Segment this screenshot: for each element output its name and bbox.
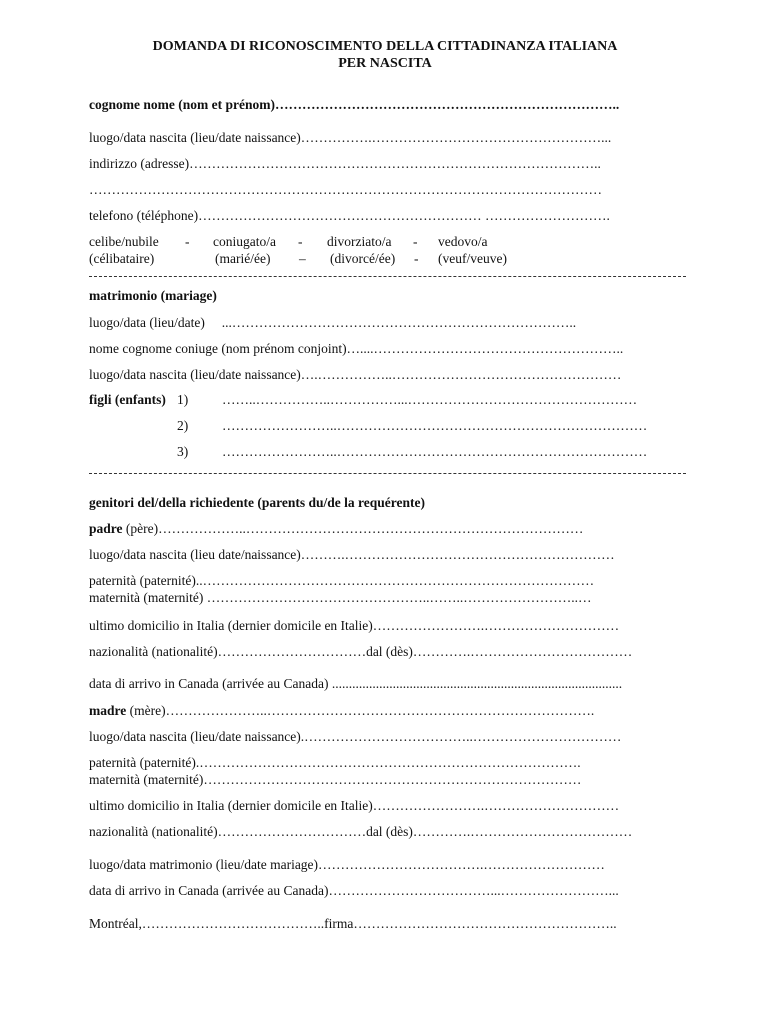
status-separator: -	[414, 251, 419, 266]
section-divider	[89, 473, 686, 474]
father-paternity-field[interactable]: paternità (paternité)..……………………………………………………………………………	[89, 573, 595, 588]
mother-paternity-field[interactable]: paternità (paternité).………………………………………………………………………….	[89, 755, 581, 770]
mother-label: madre	[89, 703, 127, 718]
mother-arrival-field[interactable]: data di arrivo in Canada (arrivée au Canada)………………………………...……………………...	[89, 883, 619, 898]
father-name-line: (père)………………..…………………………………………………………………	[122, 521, 584, 536]
applicant-address-line-2[interactable]: ……………………………………………………………………………………………………	[89, 182, 602, 197]
status-separator: –	[299, 251, 306, 266]
status-coniugato-option[interactable]: coniugato/a	[213, 234, 276, 249]
child-number: 1)	[177, 392, 189, 407]
mother-nationality-field[interactable]: nazionalità (nationalité)……………………………dal (dès)………….………………………………	[89, 824, 633, 839]
child-field[interactable]: ……..……………..……………...……………………………………………	[222, 392, 638, 407]
applicant-address-field[interactable]: indirizzo (adresse)………………………………………………………………………………..	[89, 156, 601, 171]
child-number: 3)	[177, 444, 189, 459]
mother-domicile-field[interactable]: ultimo domicilio in Italia (dernier domicile en Italie)…………………….…………………………	[89, 798, 620, 813]
status-divorziato-option[interactable]: divorziato/a	[327, 234, 392, 249]
document-title-line-2: PER NASCITA	[338, 56, 432, 71]
status-separator: -	[185, 234, 190, 249]
children-label: figli (enfants)	[89, 392, 166, 407]
applicant-phone-field[interactable]: telefono (téléphone)……………………………………………………… ……………………….	[89, 208, 610, 223]
father-nationality-field[interactable]: nazionalità (nationalité)……………………………dal (dès)………….………………………………	[89, 644, 633, 659]
mother-maternity-field[interactable]: maternità (maternité)…………………………………………………………………………	[89, 772, 582, 787]
status-separator: -	[413, 234, 418, 249]
applicant-name-field[interactable]: cognome nome (nom et prénom)…………………………………………………………………..	[89, 97, 620, 112]
applicant-birth-field[interactable]: luogo/data nascita (lieu/date naissance)…………….……………………………………………...	[89, 130, 612, 145]
marriage-place-date-field[interactable]: luogo/data (lieu/date) ...…………………………………………………………………..	[89, 315, 577, 330]
mother-name-line: (mère)…………………..……………………………………………………………….	[126, 703, 595, 718]
father-name-field[interactable]	[89, 521, 583, 537]
status-vedovo-option[interactable]: vedovo/a	[438, 234, 488, 249]
status-celibe-option[interactable]: celibe/nubile	[89, 234, 159, 249]
status-veuf-label: (veuf/veuve)	[438, 251, 507, 266]
document-title-line-1: DOMANDA DI RICONOSCIMENTO DELLA CITTADINANZA ITALIANA	[152, 39, 618, 54]
status-separator: -	[298, 234, 303, 249]
status-celibataire-label: (célibataire)	[89, 251, 155, 266]
section-divider	[89, 276, 686, 277]
father-maternity-field[interactable]: maternità (maternité) …………………………………………..……..……………………..…	[89, 590, 592, 605]
father-birth-field[interactable]: luogo/data nascita (lieu date/naissance)……….……………………………………………………	[89, 547, 615, 562]
mother-name-field[interactable]	[89, 703, 594, 719]
signature-field[interactable]: Montréal,…………………………………..firma…………………………………………………..	[89, 916, 617, 931]
status-divorce-label: (divorcé/ée)	[330, 251, 396, 266]
father-domicile-field[interactable]: ultimo domicilio in Italia (dernier domicile en Italie)…………………….…………………………	[89, 618, 620, 633]
spouse-name-field[interactable]: nome cognome coniuge (nom prénom conjoint)…....………………………………………………..	[89, 341, 624, 356]
marriage-heading: matrimonio (mariage)	[89, 288, 217, 303]
father-arrival-field[interactable]: data di arrivo in Canada (arrivée au Canada) ......................................................................................	[89, 676, 623, 691]
child-field[interactable]: ……………………..……………………………………………………………	[222, 444, 648, 459]
spouse-birth-field[interactable]: luogo/data nascita (lieu/date naissance)….……………..……………………………………………	[89, 367, 622, 382]
child-number: 2)	[177, 418, 189, 433]
mother-birth-field[interactable]: luogo/data nascita (lieu/date naissance).………………………………..……………………………	[89, 729, 622, 744]
status-marie-label: (marié/ée)	[215, 251, 271, 266]
parents-marriage-field[interactable]: luogo/data matrimonio (lieu/date mariage)……………………………….………………………	[89, 857, 605, 872]
child-field[interactable]: ……………………..……………………………………………………………	[222, 418, 648, 433]
parents-heading: genitori del/della richiedente (parents du/de la requérente)	[89, 495, 425, 510]
father-label: padre	[89, 521, 123, 536]
